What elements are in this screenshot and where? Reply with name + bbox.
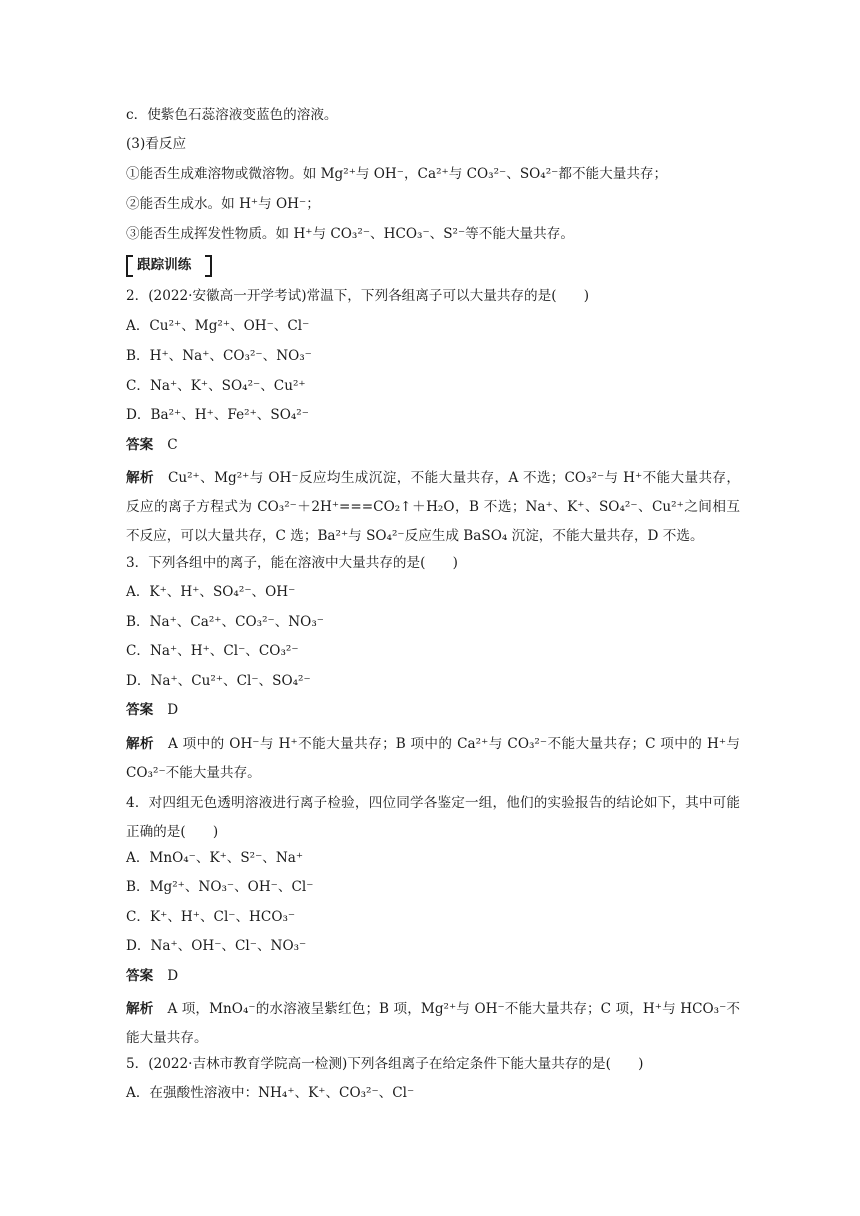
q3-answer-line <box>126 700 740 720</box>
answer-label: 答案 <box>126 968 154 984</box>
q4-option-a: A．MnO₄⁻、K⁺、S²⁻、Na⁺ <box>126 850 304 866</box>
q2-stem: 2．(2022·安徽高一开学考试)常温下，下列各组离子可以大量共存的是( ) <box>126 288 589 304</box>
q2-option-b: B．H⁺、Na⁺、CO₃²⁻、NO₃⁻ <box>126 348 312 364</box>
q4-stem: 4．对四组无色透明溶液进行离子检验，四位同学各鉴定一组，他们的实验报告的结论如下，其中可能正确的是( ) <box>126 795 740 840</box>
section-title: 跟踪训练 <box>137 257 192 273</box>
answer-value: D <box>167 968 179 984</box>
q4-analysis <box>126 995 740 1053</box>
q5-stem: 5．(2022·吉林市教育学院高一检测)下列各组离子在给定条件下能大量共存的是( ) <box>126 1056 644 1072</box>
answer-label: 答案 <box>126 702 154 718</box>
q2-answer-line <box>126 435 740 455</box>
q3-option-d: D．Na⁺、Cu²⁺、Cl⁻、SO₄²⁻ <box>126 673 311 689</box>
q4-option-d: D．Na⁺、OH⁻、Cl⁻、NO₃⁻ <box>126 938 307 954</box>
q3-stem: 3．下列各组中的离子，能在溶液中大量共存的是( ) <box>126 555 458 571</box>
q4-option-c: C．K⁺、H⁺、Cl⁻、HCO₃⁻ <box>126 909 296 925</box>
q5-option-a: A．在强酸性溶液中：NH₄⁺、K⁺、CO₃²⁻、Cl⁻ <box>126 1085 415 1101</box>
q3-option-a: A．K⁺、H⁺、SO₄²⁻、OH⁻ <box>126 584 296 600</box>
right-bracket-icon <box>205 255 212 277</box>
rule-gas: ③能否生成挥发性物质。如 H⁺与 CO₃²⁻、HCO₃⁻、S²⁻等不能大量共存。 <box>126 226 574 242</box>
analysis-text: Cu²⁺、Mg²⁺与 OH⁻反应均生成沉淀，不能大量共存，A 不选；CO₃²⁻与 H⁺不能大量共存，反应的离子方程式为 CO₃²⁻＋2H⁺===CO₂↑＋H₂O，B 不选；Na⁺、K⁺、SO₄²⁻、Cu²⁺之间相互不反应，可以大量共存，C 选；Ba²⁺与 SO₄²⁻反应生成 BaSO₄ 沉淀，不能大量共存，D 不选。 <box>126 470 741 544</box>
answer-label: 答案 <box>126 437 154 453</box>
q3-analysis <box>126 730 740 788</box>
rule-precipitate: ①能否生成难溶物或微溶物。如 Mg²⁺与 OH⁻，Ca²⁺与 CO₃²⁻、SO₄²⁻都不能大量共存； <box>126 166 668 182</box>
q2-option-c: C．Na⁺、K⁺、SO₄²⁻、Cu²⁺ <box>126 378 306 394</box>
answer-value: C <box>167 437 178 453</box>
answer-value: D <box>167 702 179 718</box>
subheading-reaction: (3)看反应 <box>126 136 187 152</box>
analysis-label: 解析 <box>126 736 155 752</box>
analysis-label: 解析 <box>126 1001 154 1017</box>
left-bracket-icon <box>126 255 133 277</box>
q4-answer-line <box>126 966 740 986</box>
section-title-tag <box>126 253 212 277</box>
rule-water: ②能否生成水。如 H⁺与 OH⁻； <box>126 196 320 212</box>
q4-option-b: B．Mg²⁺、NO₃⁻、OH⁻、Cl⁻ <box>126 879 314 895</box>
analysis-text: A 项，MnO₄⁻的水溶液呈紫红色；B 项，Mg²⁺与 OH⁻不能大量共存；C 项，H⁺与 HCO₃⁻不能大量共存。 <box>126 1001 740 1046</box>
q2-analysis <box>126 464 740 551</box>
condition-c: c．使紫色石蕊溶液变蓝色的溶液。 <box>126 107 338 123</box>
q2-option-a: A．Cu²⁺、Mg²⁺、OH⁻、Cl⁻ <box>126 318 310 334</box>
q2-option-d: D．Ba²⁺、H⁺、Fe²⁺、SO₄²⁻ <box>126 407 309 423</box>
analysis-text: A 项中的 OH⁻与 H⁺不能大量共存；B 项中的 Ca²⁺与 CO₃²⁻不能大量共存；C 项中的 H⁺与 CO₃²⁻不能大量共存。 <box>126 736 740 781</box>
q3-option-b: B．Na⁺、Ca²⁺、CO₃²⁻、NO₃⁻ <box>126 614 324 630</box>
analysis-label: 解析 <box>126 470 154 486</box>
q3-option-c: C．Na⁺、H⁺、Cl⁻、CO₃²⁻ <box>126 643 299 659</box>
